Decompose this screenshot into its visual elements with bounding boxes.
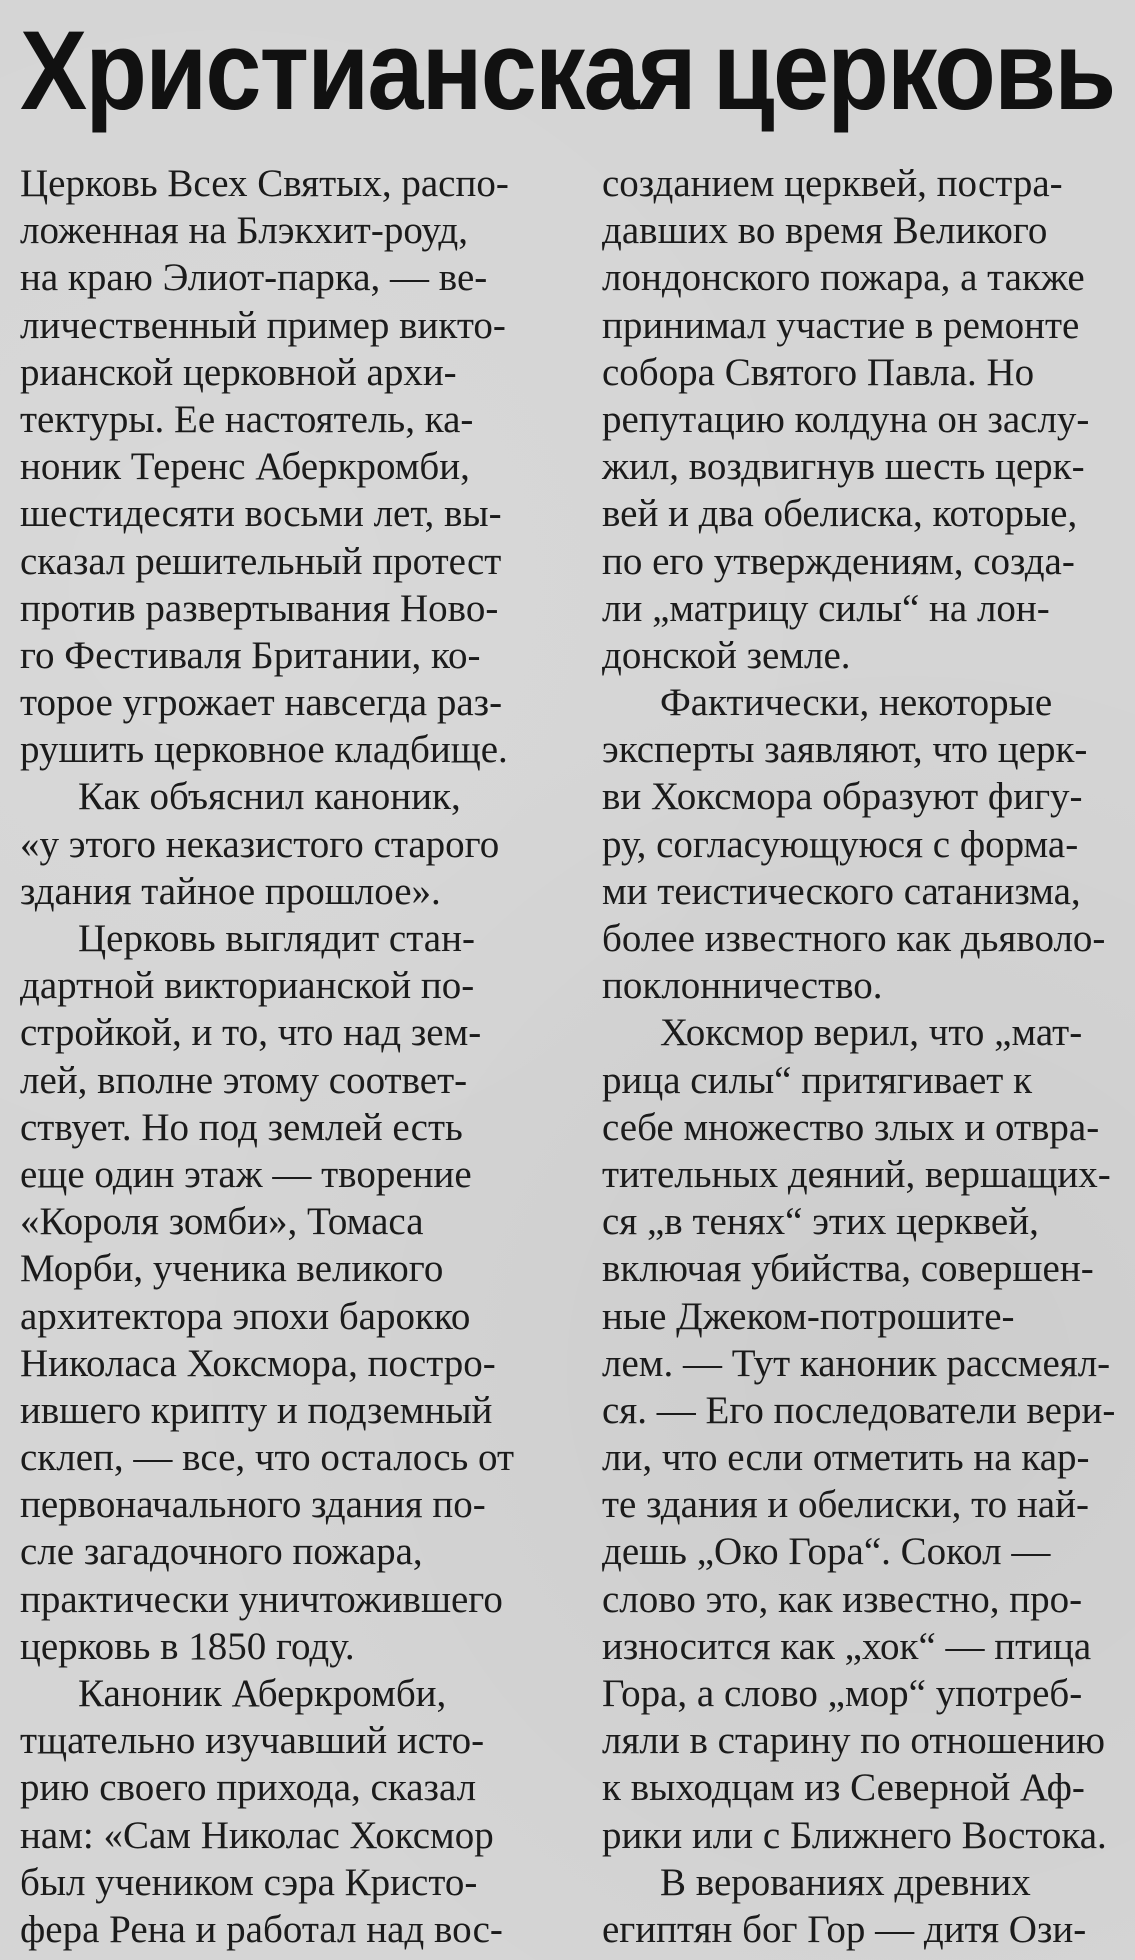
text-line: фера Рена и работал над вос- <box>20 1907 503 1951</box>
text-line: «у этого неказистого старого <box>20 822 500 866</box>
headline <box>20 6 1114 136</box>
text-line: шестидесяти восьми лет, вы- <box>20 492 502 536</box>
text-line: ные Джеком-потрошите- <box>602 1294 1015 1338</box>
text-line: ли, что если отметить на кар- <box>602 1436 1090 1480</box>
text-line: против развертывания Ново- <box>20 586 499 630</box>
text-line: жил, воздвигнув шесть церк- <box>602 445 1085 489</box>
text-line: донской земле. <box>602 633 851 677</box>
text-line: по его утверждениям, созда- <box>602 539 1075 583</box>
text-line: принимал участие в ремонте <box>602 303 1080 347</box>
text-line: лем. — Тут каноник рассмеял- <box>602 1341 1111 1385</box>
text-line: те здания и обелиски, то най- <box>602 1483 1089 1527</box>
text-line: Николаса Хоксмора, постро- <box>20 1341 496 1385</box>
text-line: сказал решительный протест <box>20 539 502 583</box>
text-line: го Фестиваля Британии, ко- <box>20 633 481 677</box>
text-line: слово это, как известно, про- <box>602 1577 1083 1621</box>
text-line: тектуры. Ее настоятель, ка- <box>20 397 474 441</box>
text-line: дартной викторианской по- <box>20 964 475 1008</box>
text-line: созданием церквей, постра- <box>602 162 1063 205</box>
text-line: ся „в тенях“ этих церквей, <box>602 1200 1039 1244</box>
text-line: на краю Элиот-парка, — ве- <box>20 256 488 300</box>
text-line: церковь в 1850 году. <box>20 1624 355 1668</box>
text-line: ноник Теренс Аберкромби, <box>20 445 470 489</box>
text-line: износится как „хок“ — птица <box>602 1624 1092 1668</box>
text-line: Фактически, некоторые <box>660 681 1053 725</box>
text-line: дешь „Око Гора“. Сокол — <box>602 1530 1051 1574</box>
text-line: ви Хоксмора образуют фигу- <box>602 775 1083 819</box>
text-line: Каноник Аберкромби, <box>78 1672 447 1715</box>
text-line: собора Святого Павла. Но <box>602 350 1035 394</box>
text-line: «Короля зомби», Томаса <box>20 1200 424 1244</box>
text-line: Как объяснил каноник, <box>78 775 461 819</box>
left-column <box>20 160 540 1953</box>
text-line: рики или с Ближнего Востока. <box>602 1813 1107 1857</box>
text-line: рию своего прихода, сказал <box>20 1766 477 1810</box>
text-line: себе множество злых и отвра- <box>602 1105 1100 1149</box>
text-line: Церковь Всех Святых, распо- <box>20 162 509 205</box>
headline-word-1: Христианская <box>20 8 695 133</box>
text-line: к выходцам из Северной Аф- <box>602 1766 1085 1810</box>
text-line: Гора, а слово „мор“ употреб- <box>602 1672 1083 1715</box>
text-line: лондонского пожара, а также <box>602 256 1085 300</box>
text-line: ложенная на Блэкхит-роуд, <box>20 209 468 253</box>
text-line: ляли в старину по отношению <box>602 1719 1106 1763</box>
text-line: нам: «Сам Николас Хоксмор <box>20 1813 494 1857</box>
text-line: практически уничтожившего <box>20 1577 503 1621</box>
text-line: был учеником сэра Кристо- <box>20 1860 478 1904</box>
text-line: ли „матрицу силы“ на лон- <box>602 586 1050 630</box>
text-line: рица силы“ притягивает к <box>602 1058 1033 1102</box>
text-line: эксперты заявляют, что церк- <box>602 728 1088 772</box>
text-line: первоначального здания по- <box>20 1483 486 1527</box>
text-line: тительных деяний, вершащих- <box>602 1152 1111 1196</box>
text-line: архитектора эпохи барокко <box>20 1294 471 1338</box>
text-line: Церковь выглядит стан- <box>78 917 475 960</box>
text-line: ми теистического сатанизма, <box>602 869 1081 913</box>
text-line: египтян бог Гор — дитя Ози- <box>602 1907 1087 1951</box>
headline-word-2: церковь <box>712 8 1115 133</box>
text-line: личественный пример викто- <box>20 303 506 347</box>
text-line: здания тайное прошлое». <box>20 869 441 913</box>
text-line: более известного как дьяволо- <box>602 917 1106 960</box>
text-line: рианской церковной архи- <box>20 350 457 394</box>
text-line: ившего крипту и подземный <box>20 1388 493 1432</box>
text-line: В верованиях древних <box>660 1860 1031 1904</box>
text-line: поклонничество. <box>602 964 883 1008</box>
text-line: стройкой, и то, что над зем- <box>20 1011 482 1055</box>
text-line: еще один этаж — творение <box>20 1152 472 1196</box>
text-line: давших во время Великого <box>602 209 1048 253</box>
text-line: тщательно изучавший исто- <box>20 1719 485 1763</box>
text-line: рушить церковное кладбище. <box>20 728 508 772</box>
text-line: включая убийства, совершен- <box>602 1247 1094 1291</box>
text-line: лей, вполне этому соответ- <box>20 1058 468 1102</box>
right-column <box>602 160 1132 1953</box>
text-line: торое угрожает навсегда раз- <box>20 681 503 725</box>
text-line: Хоксмор верил, что „мат- <box>660 1011 1083 1055</box>
text-line: ру, согласующуюся с форма- <box>602 822 1079 866</box>
text-line: Морби, ученика великого <box>20 1247 444 1291</box>
text-line: склеп, — все, что осталось от <box>20 1436 515 1480</box>
text-line: ствует. Но под землей есть <box>20 1105 463 1149</box>
text-line: сле загадочного пожара, <box>20 1530 423 1574</box>
text-line: ся. — Его последователи вери- <box>602 1388 1116 1432</box>
text-line: вей и два обелиска, которые, <box>602 492 1078 536</box>
text-line: репутацию колдуна он заслу- <box>602 397 1090 441</box>
